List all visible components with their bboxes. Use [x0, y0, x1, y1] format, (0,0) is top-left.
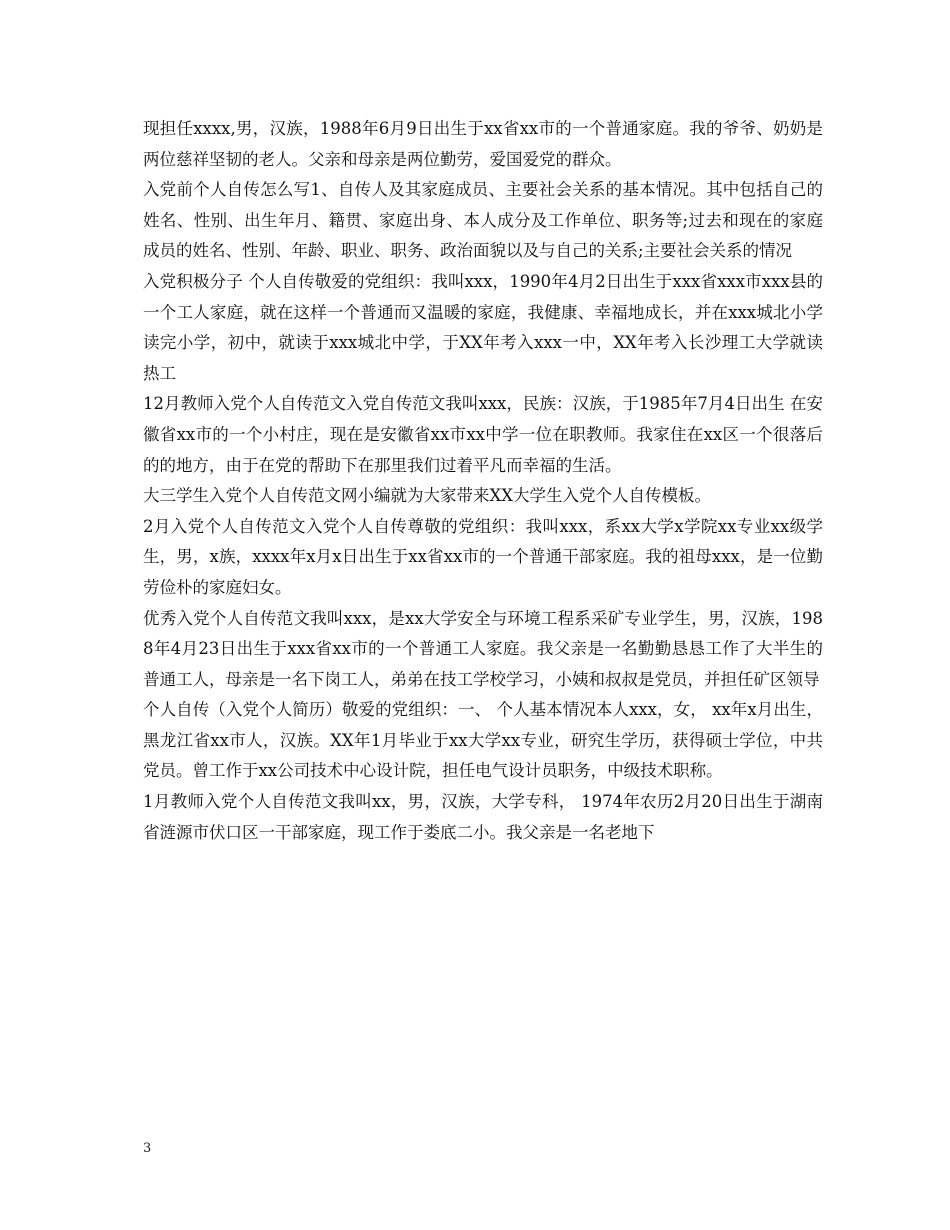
paragraph: 入党积极分子 个人自传敬爱的党组织：我叫xxx，1990年4月2日出生于xxx省xxx市xxx县的一个工人家庭，就在这样一个普通而又温暖的家庭，我健康、幸福地成长，并在xxx城北小学读完小学，初中，就读于xxx城北中学，于XX年考入xxx一中，XX年考入长沙理工大学就读热工	[143, 271, 823, 383]
document-body	[143, 114, 823, 848]
paragraph: 优秀入党个人自传范文我叫xxx，是xx大学安全与环境工程系采矿专业学生，男，汉族，1988年4月23日出生于xxx省xx市的一个普通工人家庭。我父亲是一名勤勤恳恳工作了大半生的普通工人，母亲是一名下岗工人，弟弟在技工学校学习，小姨和叔叔是党员，并担任矿区领导	[143, 608, 823, 689]
paragraph: 1月教师入党个人自传范文我叫xx，男，汉族，大学专科， 1974年农历2月20日出生于湖南省涟源市伏口区一干部家庭，现工作于娄底二小。我父亲是一名老地下	[143, 792, 823, 842]
paragraph: 现担任xxxx,男，汉族，1988年6月9日出生于xx省xx市的一个普通家庭。我的爷爷、奶奶是两位慈祥坚韧的老人。父亲和母亲是两位勤劳，爱国爱党的群众。	[143, 119, 823, 169]
paragraph: 入党前个人自传怎么写1、自传人及其家庭成员、主要社会关系的基本情况。其中包括自己的姓名、性别、出生年月、籍贯、家庭出身、本人成分及工作单位、职务等;过去和现在的家庭成员的姓名、性别、年龄、职业、职务、政治面貌以及与自己的关系;主要社会关系的情况	[143, 180, 823, 261]
paragraph: 大三学生入党个人自传范文网小编就为大家带来XX大学生入党个人自传模板。	[143, 486, 711, 506]
paragraph: 2月入党个人自传范文入党个人自传尊敬的党组织：我叫xxx，系xx大学x学院xx专业xx级学生，男，x族，xxxx年x月x日出生于xx省xx市的一个普通干部家庭。我的祖母xxx，是一位勤劳俭朴的家庭妇女。	[143, 516, 823, 597]
paragraph: 12月教师入党个人自传范文入党自传范文我叫xxx，民族：汉族，于1985年7月4日出生 在安徽省xx市的一个小村庄，现在是安徽省xx市xx中学一位在职教师。我家住在xx区一个很落后的的地方，由于在党的帮助下在那里我们过着平凡而幸福的生活。	[143, 394, 823, 475]
paragraph: 个人自传（入党个人简历）敬爱的党组织：一、 个人基本情况本人xxx，女， xx年x月出生，黑龙江省xx市人，汉族。XX年1月毕业于xx大学xx专业，研究生学历，获得硕士学位，中共党员。曾工作于xx公司技术中心设计院，担任电气设计员职务，中级技术职称。	[143, 700, 823, 781]
page-number: 3	[143, 1141, 152, 1156]
